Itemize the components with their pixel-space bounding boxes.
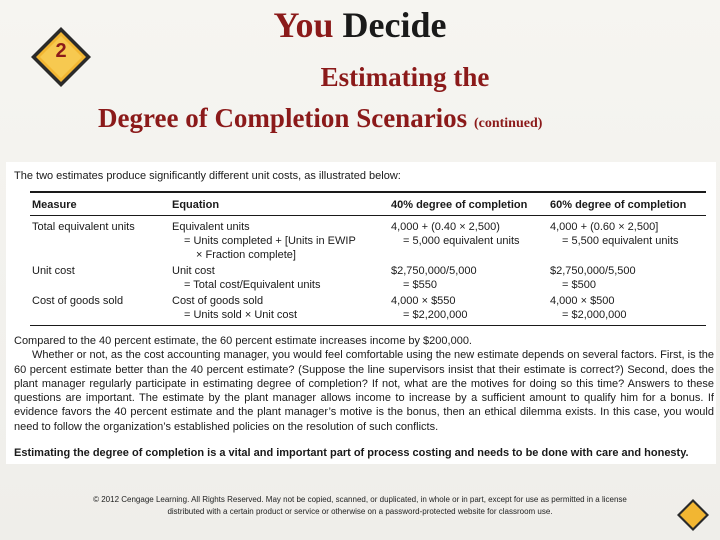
calc-line: = $500 xyxy=(562,279,596,291)
calc-line: = $550 xyxy=(403,279,437,291)
table-row xyxy=(30,216,706,264)
equation-line: Cost of goods sold xyxy=(172,295,264,307)
header-measure: Measure xyxy=(30,192,170,216)
paragraph-comparison: Compared to the 40 percent estimate, the 60 percent estimate increases income by $200,000. xyxy=(14,335,472,347)
calc-line: 4,000 × $550 xyxy=(391,295,456,307)
cell-equation xyxy=(170,263,389,293)
calc-line: 4,000 × $500 xyxy=(550,295,615,307)
copyright-line2: distributed with a certain product or service or otherwise on a password-protected website for classroom use. xyxy=(167,507,553,516)
equation-line: × Fraction complete] xyxy=(196,249,296,261)
equation-line: = Units completed + [Units in EWIP xyxy=(184,235,356,247)
calc-line: = 5,500 equivalent units xyxy=(562,235,679,247)
equation-line: = Total cost/Equivalent units xyxy=(184,279,321,291)
slide-title xyxy=(0,4,720,46)
title-you: You xyxy=(273,5,334,45)
calc-line: 4,000 + (0.60 × 2,500] xyxy=(550,221,659,233)
calc-line: $2,750,000/5,000 xyxy=(391,265,477,277)
equation-line: Equivalent units xyxy=(172,221,250,233)
subtitle-line1: Estimating the xyxy=(320,62,490,92)
subtitle-continued: (continued) xyxy=(473,116,543,131)
copyright-footer xyxy=(50,494,670,518)
calc-line: = $2,000,000 xyxy=(562,309,627,321)
cell-40-percent xyxy=(389,216,548,264)
closing-statement: Estimating the degree of completion is a vital and important part of process costing and needs to be done with care and honesty. xyxy=(14,447,689,459)
subtitle-line2-text: Degree of Completion Scenarios xyxy=(98,103,468,133)
cell-60-percent xyxy=(548,263,706,293)
copyright-line1: © 2012 Cengage Learning. All Rights Reserved. May not be copied, scanned, or duplicated, in whole or in part, except for use as permitted in a license xyxy=(93,495,627,504)
unit-cost-table xyxy=(30,191,706,326)
header-equation: Equation xyxy=(170,192,389,216)
header-60-percent: 60% degree of completion xyxy=(548,192,706,216)
corner-diamond-icon xyxy=(676,498,710,532)
cell-40-percent xyxy=(389,263,548,293)
content-panel xyxy=(6,162,716,464)
title-decide: Decide xyxy=(342,5,447,45)
paragraph-discussion: Whether or not, as the cost accounting manager, you would feel comfortable using the new estimate depends on several factors. First, is the 60 percent estimate better than the 40 percent estimate? (Suppose the line supervisors insist that their estimate is correct?) Second, does the plant manager regularly participate in estimating degree of completion? If not, what are the motives for doing so this time? Answers to these questions are important. The estimate by the plant manager allows income to increase by a sufficient amount to qualify him for a bonus. If evidence favors the 40 percent estimate and the plant manager’s motive is the bonus, then an ethical dilemma exists. In this case, you would need to follow the organization’s established policies on the resolution of such conflicts. xyxy=(14,349,714,433)
cell-measure: Unit cost xyxy=(32,265,75,277)
calc-line: 4,000 + (0.40 × 2,500) xyxy=(391,221,500,233)
intro-text: The two estimates produce significantly different unit costs, as illustrated below: xyxy=(14,170,401,182)
calc-line: = $2,200,000 xyxy=(403,309,468,321)
cell-equation xyxy=(170,293,389,326)
cell-60-percent xyxy=(548,293,706,326)
badge-number: 2 xyxy=(55,40,67,62)
equation-line: Unit cost xyxy=(172,265,215,277)
cell-60-percent xyxy=(548,216,706,264)
table-header-row xyxy=(30,192,706,216)
calc-line: = 5,000 equivalent units xyxy=(403,235,520,247)
calc-line: $2,750,000/5,500 xyxy=(550,265,636,277)
subtitle-line2 xyxy=(98,103,542,134)
header-40-percent: 40% degree of completion xyxy=(389,192,548,216)
table-row xyxy=(30,293,706,326)
equation-line: = Units sold × Unit cost xyxy=(184,309,298,321)
cell-equation xyxy=(170,216,389,264)
discussion-text xyxy=(14,334,714,434)
cell-40-percent xyxy=(389,293,548,326)
table-row xyxy=(30,263,706,293)
cell-measure: Total equivalent units xyxy=(32,221,135,233)
cell-measure: Cost of goods sold xyxy=(30,293,170,326)
